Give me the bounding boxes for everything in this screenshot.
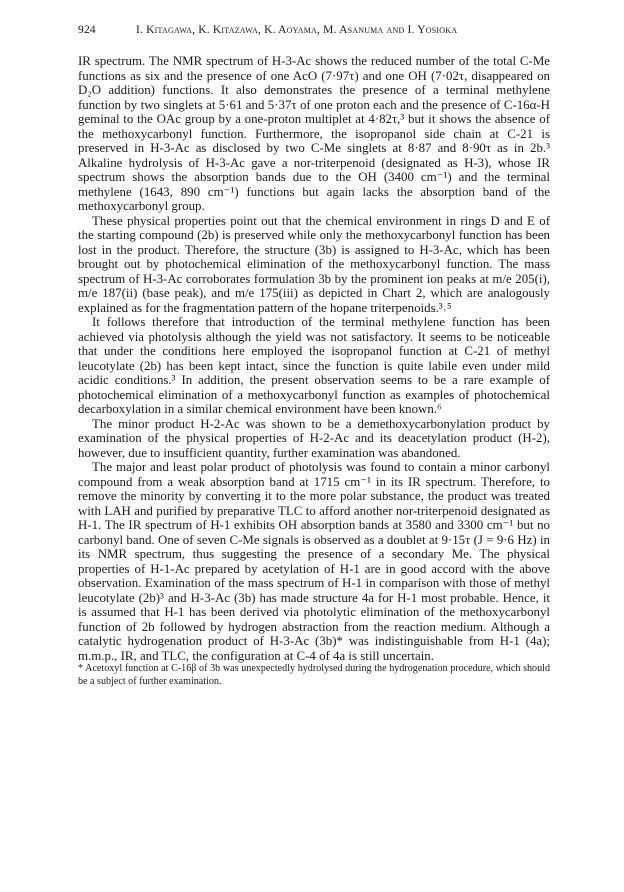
footnote: * Acetoxyl function at C-16β of 3b was unexpectedly hydrolysed during the hydrogenation procedure, which should be a subject of further examination.: [78, 663, 550, 687]
running-head-authors: I. Kitagawa, K. Kitazawa, K. Aoyama, M. Asanuma and I. Yosioka: [136, 24, 458, 36]
paragraph-ir-nmr: IR spectrum. The NMR spectrum of H-3-Ac shows the reduced number of the total C-Me functions as six and the presence of one AcO (7·97τ) and one OH (7·02τ, disappeared on D₂O addition) functions. It also demonstrates the presence of a terminal methylene function by two singlets at 5·61 and 5·37τ of one proton each and the presence of C-16α-H geminal to the OAc group by a one-proton multiplet at 4·82τ,³ but it shows the absence of the methoxycarbonyl function. Furthermore, the isopropanol side chain at C-21 is preserved in H-3-Ac as disclosed by two C-Me singlets at 8·87 and 8·90τ as in 2b.³ Alkaline hydrolysis of H-3-Ac gave a nor-triterpenoid (designated as H-3), whose IR spectrum shows the absorption bands due to the OH (3400 cm⁻¹) and the terminal methylene (1643, 890 cm⁻¹) functions but again lacks the absorption band of the methoxycarbonyl group.: [78, 54, 550, 213]
paragraph-structure-assignment: These physical properties point out that the chemical environment in rings D and E of the starting compound (2b) is preserved while only the methoxycarbonyl function has been lost in the product. Therefore, the structure (3b) is assigned to H-3-Ac, which has been brought out by photochemical elimination of the methoxycarbonyl function. The mass spectrum of H-3-Ac corroborates formulation 3b by the prominent ion peaks at m/e 205(i), m/e 187(ii) (base peak), and m/e 175(iii) as depicted in Chart 2, which are analogously explained as for the fragmentation pattern of the hopane triterpenoids.³˒⁵: [78, 213, 550, 315]
body-text: [78, 54, 550, 688]
paragraph-minor-product: The minor product H-2-Ac was shown to be a demethoxycarbonylation product by examination of the physical properties of H-2-Ac and its deacetylation product (H-2), however, due to insufficient quantity, further examination was abandoned.: [78, 416, 550, 460]
paragraph-major-product: The major and least polar product of photolysis was found to contain a minor carbonyl compound from a weak absorption band at 1715 cm⁻¹ in its IR spectrum. Therefore, to remove the minority by converting it to the more polar substance, the product was treated with LAH and purified by preparative TLC to afford another nor-triterpenoid designated as H-1. The IR spectrum of H-1 exhibits OH absorption bands at 3580 and 3300 cm⁻¹ but no carbonyl band. One of seven C-Me signals is observed as a doublet at 9·15τ (J = 9·6 Hz) in its NMR spectrum, thus suggesting the presence of a secondary Me. The physical properties of H-1-Ac prepared by acetylation of H-1 are in good accord with the above observation. Examination of the mass spectrum of H-1 in comparison with those of methyl leucotylate (2b)³ and H-3-Ac (3b) has made structure 4a for H-1 most probable. Hence, it is assumed that H-1 has been derived via photolytic elimination of the methoxycarbonyl function of 2b followed by hydrogen abstraction from the reaction medium. Although a catalytic hydrogenation product of H-3-Ac (3b)* was indistinguishable from H-1 (4a); m.m.p., IR, and TLC, the configuration at C-4 of 4a is still uncertain.: [78, 460, 550, 663]
paragraph-photolysis-discussion: It follows therefore that introduction of the terminal methylene function has been achieved via photolysis although the yield was not satisfactory. It seems to be noticeable that under the conditions here employed the isopropanol function at C-21 of methyl leucotylate (2b) has been kept intact, since the function is quite labile even under mild acidic conditions.³ In addition, the present observation seems to be a rare example of photochemical elimination of a methoxycarbonyl function as examples of photochemical decarboxylation in a similar chemical environment have been known.⁶: [78, 315, 550, 416]
page-number: 924: [78, 24, 96, 36]
